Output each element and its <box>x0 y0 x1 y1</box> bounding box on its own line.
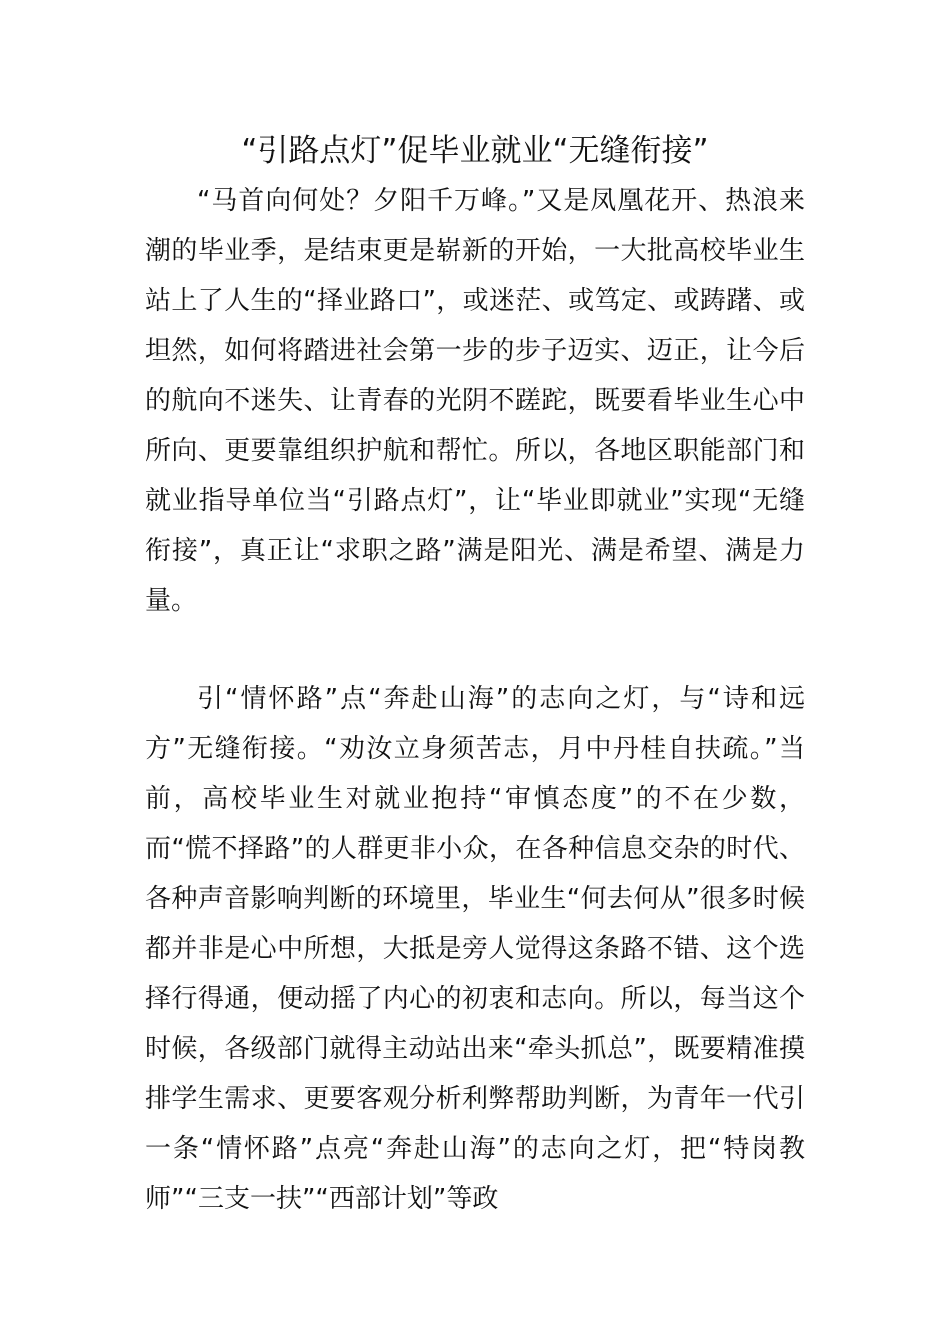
paragraph-2: 引“情怀路”点“奔赴山海”的志向之灯，与“诗和远方”无缝衔接。“劝汝立身须苦志，月中丹桂自扶疏。”当前，高校毕业生对就业抱持“审慎态度”的不在少数，而“慌不择路”的人群更非小众，在各种信息交杂的时代、各种声音影响判断的环境里，毕业生“何去何从”很多时候都并非是心中所想，大抵是旁人觉得这条路不错、这个选择行得通，便动摇了内心的初衷和志向。所以，每当这个时候，各级部门就得主动站出来“牵头抓总”，既要精准摸排学生需求、更要客观分析利弊帮助判断，为青年一代引一条“情怀路”点亮“奔赴山海”的志向之灯，把“特岗教师”“三支一扶”“西部计划”等政 <box>145 684 805 1214</box>
article-title: “引路点灯”促毕业就业“无缝衔接” <box>241 133 709 169</box>
paragraph-1: “马首向何处？夕阳千万峰。”又是凤凰花开、热浪来潮的毕业季，是结束更是崭新的开始，一大批高校毕业生站上了人生的“择业路口”，或迷茫、或笃定、或踌躇、或坦然，如何将踏进社会第一步的步子迈实、迈正，让今后的航向不迷失、让青春的光阴不蹉跎，既要看毕业生心中所向、更要靠组织护航和帮忙。所以，各地区职能部门和就业指导单位当“引路点灯”，让“毕业即就业”实现“无缝衔接”，真正让“求职之路”满是阳光、满是希望、满是力量。 <box>145 186 805 616</box>
